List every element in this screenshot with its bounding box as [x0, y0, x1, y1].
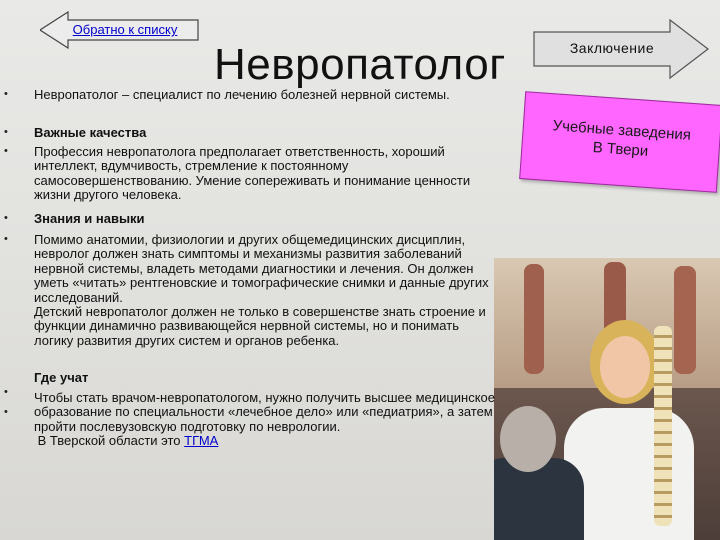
- back-to-list-label[interactable]: Обратно к списку: [72, 22, 178, 37]
- doctor-face: [600, 336, 650, 398]
- bullet-text-3: Профессия невропатолога предполагает ответственность, хороший интеллект, вдумчивость, стремление к постоянному самосовершенствованию. Умение сопереживать и понимание ценности жизни другого человека.: [34, 144, 471, 203]
- bullet-2: •: [4, 126, 8, 138]
- tver-schools-line1: Учебные заведения: [552, 117, 692, 144]
- tgma-link[interactable]: ТГМА: [184, 433, 219, 449]
- bullet-text-5-extra: Детский невропатолог должен не только в совершенстве знать строение и функции динамично развивающейся нервной системы, но и понимать логику развития других систем и органов ребенка.: [34, 304, 486, 348]
- bullet-7: •: [4, 406, 8, 418]
- tver-schools-text: [522, 114, 720, 166]
- conclusion-label: Заключение: [569, 40, 655, 56]
- bullet-text-7: Чтобы стать врачом-невропатологом, нужно получить высшее медицинское образование по специальности «лечебное дело» или «педиатрия», а затем пройти послевузовскую подготовку по неврологии.: [34, 390, 496, 434]
- poster-figure-1: [524, 264, 544, 374]
- bullet-text-6: Где учат: [34, 370, 89, 386]
- bullet-text-4: Знания и навыки: [34, 211, 145, 226]
- bullet-6: •: [4, 386, 8, 398]
- patient-head: [500, 406, 556, 472]
- bullet-5: •: [4, 233, 8, 245]
- patient-body: [494, 458, 584, 540]
- conclusion-button[interactable]: [532, 18, 712, 80]
- tver-line: [34, 434, 500, 448]
- tver-schools-box[interactable]: [519, 91, 720, 193]
- bullet-text-5: Помимо анатомии, физиологии и других общемедицинских дисциплин, невролог должен знать симптомы и механизмы развития заболеваний нервной системы, владеть методами диагностики и лечения. Он должен уметь «читать» рентгеновские и томографические снимки и данные других исследований.: [34, 232, 489, 305]
- page-title: Невропатолог: [214, 40, 506, 89]
- tver-schools-line2: В Твери: [592, 139, 649, 160]
- bullet-4: •: [4, 212, 8, 224]
- doctor-photo: [494, 258, 720, 540]
- bullet-text-1: Невропатолог – специалист по лечению болезней нервной системы.: [34, 87, 450, 102]
- text-column: [34, 88, 500, 449]
- spine-model: [654, 326, 672, 526]
- poster-figure-3: [674, 266, 696, 374]
- tver-line-prefix: В Тверской области это: [34, 433, 185, 449]
- back-to-list-button[interactable]: [40, 10, 200, 50]
- bullet-1: •: [4, 88, 8, 100]
- bullet-text-2: Важные качества: [34, 125, 147, 140]
- bullet-3: •: [4, 145, 8, 157]
